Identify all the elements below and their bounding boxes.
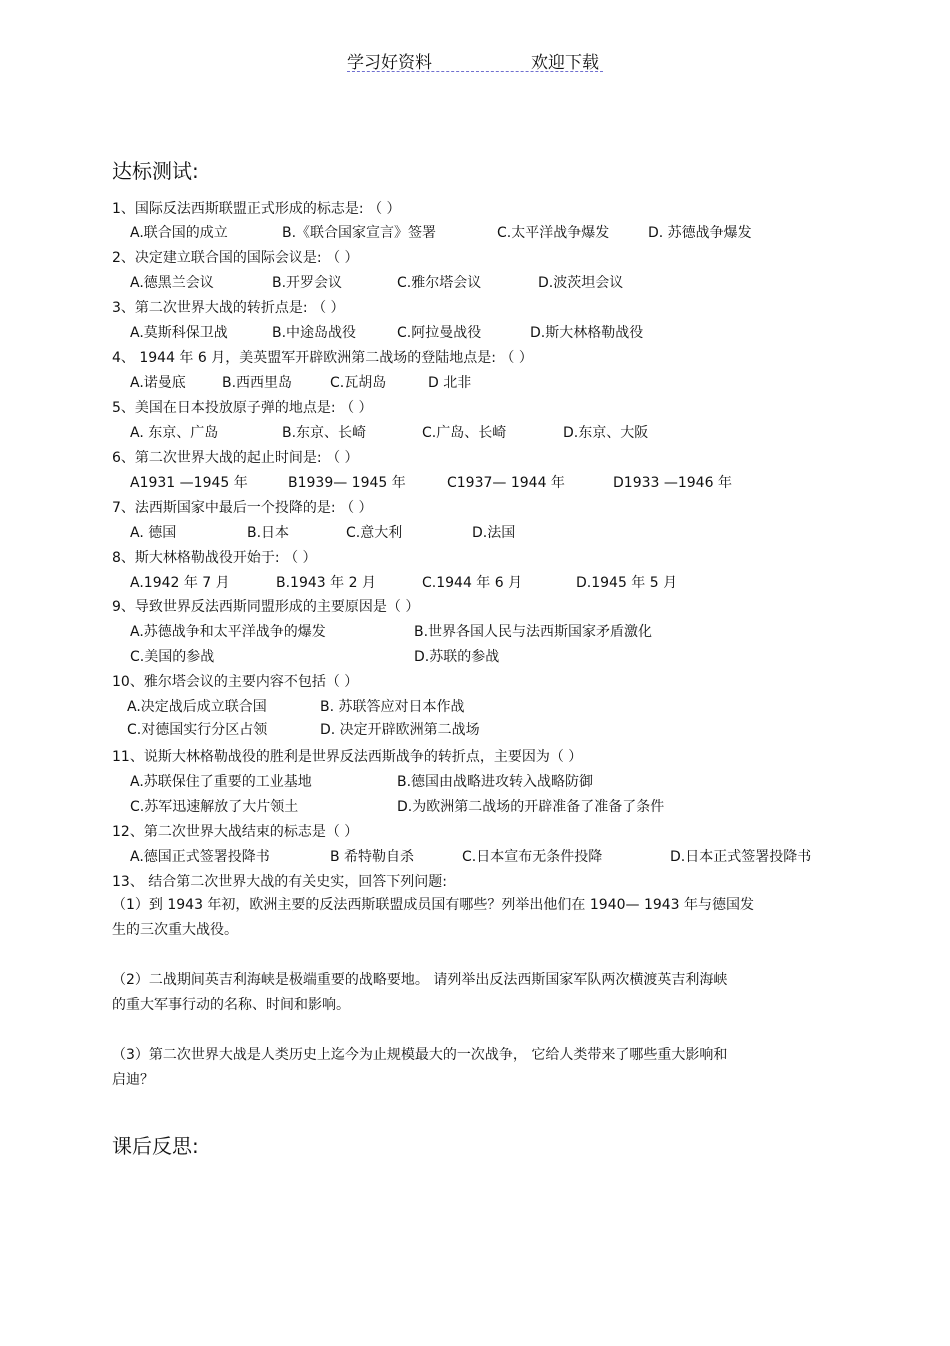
question-9-option-d: D.苏联的参战: [414, 649, 500, 665]
question-7-option-a: A. 德国: [130, 525, 177, 541]
section-title-reflection: 课后反思:: [112, 1134, 199, 1158]
question-13-part1-line2: 生的三次重大战役。: [112, 922, 238, 938]
question-10-option-a: A.决定战后成立联合国: [127, 699, 267, 715]
question-13-part3-line2: 启迪？: [112, 1072, 154, 1088]
question-6-option-b: B1939— 1945 年: [288, 475, 406, 491]
question-13-stem: 13、 结合第二次世界大战的有关史实，回答下列问题:: [112, 874, 447, 890]
question-9-stem: 9、导致世界反法西斯同盟形成的主要原因是（ ）: [112, 599, 420, 615]
question-13-part1-line1: （1）到 1943 年初，欧洲主要的反法西斯联盟成员国有哪些？列举出他们在 1940— 1943 年与德国发: [112, 897, 755, 913]
question-9-option-a: A.苏德战争和太平洋战争的爆发: [130, 624, 326, 640]
question-11-stem: 11、说斯大林格勒战役的胜利是世界反法西斯战争的转折点，主要因为（ ）: [112, 749, 583, 765]
question-10-stem: 10、雅尔塔会议的主要内容不包括（ ）: [112, 674, 359, 690]
question-3-option-d: D.斯大林格勒战役: [530, 325, 644, 341]
question-11-option-d: D.为欧洲第二战场的开辟准备了准备了条件: [397, 799, 665, 815]
question-12-option-c: C.日本宣布无条件投降: [462, 849, 603, 865]
question-3-option-a: A.莫斯科保卫战: [130, 325, 228, 341]
question-3-option-b: B.中途岛战役: [272, 325, 357, 341]
question-6-option-d: D1933 —1946 年: [613, 475, 732, 491]
question-3-option-c: C.阿拉曼战役: [397, 325, 482, 341]
question-9-option-b: B.世界各国人民与法西斯国家矛盾激化: [414, 624, 653, 640]
question-2-option-d: D.波茨坦会议: [538, 275, 624, 291]
header-left-text: 学习好资料: [347, 53, 432, 73]
question-12-option-b: B 希特勒自杀: [330, 849, 415, 865]
question-4-option-d: D 北非: [428, 375, 472, 391]
header-right-text: 欢迎下载: [531, 53, 599, 73]
question-1-option-d: D. 苏德战争爆发: [648, 225, 752, 241]
question-11-option-b: B.德国由战略进攻转入战略防御: [397, 774, 594, 790]
question-8-stem: 8、斯大林格勒战役开始于: （ ）: [112, 550, 317, 566]
question-5-option-a: A. 东京、广岛: [130, 425, 219, 441]
question-1-option-c: C.太平洋战争爆发: [497, 225, 610, 241]
question-7-stem: 7、法西斯国家中最后一个投降的是: （ ）: [112, 500, 373, 516]
question-5-option-d: D.东京、大阪: [563, 425, 649, 441]
question-9-option-c: C.美国的参战: [130, 649, 215, 665]
question-8-option-a: A.1942 年 7 月: [130, 575, 230, 591]
question-10-option-c: C.对德国实行分区占领: [127, 722, 268, 738]
question-12-stem: 12、第二次世界大战结束的标志是（ ）: [112, 824, 359, 840]
question-2-option-a: A.德黑兰会议: [130, 275, 214, 291]
question-5-stem: 5、美国在日本投放原子弹的地点是: （ ）: [112, 400, 373, 416]
question-12-option-d: D.日本正式签署投降书: [670, 849, 812, 865]
question-13-part2-line1: （2）二战期间英吉利海峡是极端重要的战略要地。 请列举出反法西斯国家军队两次横渡英吉利海峡: [112, 972, 728, 988]
question-7-option-c: C.意大利: [346, 525, 403, 541]
question-2-option-c: C.雅尔塔会议: [397, 275, 482, 291]
question-4-option-b: B.西西里岛: [222, 375, 293, 391]
question-8-option-c: C.1944 年 6 月: [422, 575, 523, 591]
question-11-option-a: A.苏联保住了重要的工业基地: [130, 774, 312, 790]
question-1-stem: 1、国际反法西斯联盟正式形成的标志是: （ ）: [112, 201, 401, 217]
question-6-option-a: A1931 —1945 年: [130, 475, 248, 491]
question-1-option-b: B.《联合国家宣言》签署: [282, 225, 437, 241]
question-2-option-b: B.开罗会议: [272, 275, 343, 291]
question-11-option-c: C.苏军迅速解放了大片领土: [130, 799, 299, 815]
question-10-option-b: B. 苏联答应对日本作战: [320, 699, 465, 715]
question-4-option-c: C.瓦胡岛: [330, 375, 387, 391]
question-6-option-c: C1937— 1944 年: [447, 475, 565, 491]
question-8-option-d: D.1945 年 5 月: [576, 575, 678, 591]
question-13-part3-line1: （3）第二次世界大战是人类历史上迄今为止规模最大的一次战争， 它给人类带来了哪些重大影响和: [112, 1047, 728, 1063]
question-7-option-d: D.法国: [472, 525, 516, 541]
question-3-stem: 3、第二次世界大战的转折点是: （ ）: [112, 300, 345, 316]
question-4-option-a: A.诺曼底: [130, 375, 186, 391]
question-7-option-b: B.日本: [247, 525, 290, 541]
question-12-option-a: A.德国正式签署投降书: [130, 849, 270, 865]
question-6-stem: 6、第二次世界大战的起止时间是: （ ）: [112, 450, 359, 466]
question-13-part2-line2: 的重大军事行动的名称、时间和影响。: [112, 997, 350, 1013]
question-4-stem: 4、 1944 年 6 月，美英盟军开辟欧洲第二战场的登陆地点是: （ ）: [112, 350, 533, 366]
question-1-option-a: A.联合国的成立: [130, 225, 228, 241]
question-8-option-b: B.1943 年 2 月: [276, 575, 376, 591]
question-5-option-b: B.东京、长崎: [282, 425, 367, 441]
question-2-stem: 2、决定建立联合国的国际会议是: （ ）: [112, 250, 359, 266]
page-header: [0, 46, 950, 74]
section-title-test: 达标测试:: [112, 159, 199, 183]
header-underline: [347, 71, 603, 72]
question-5-option-c: C.广岛、长崎: [422, 425, 507, 441]
question-10-option-d: D. 决定开辟欧洲第二战场: [320, 722, 480, 738]
